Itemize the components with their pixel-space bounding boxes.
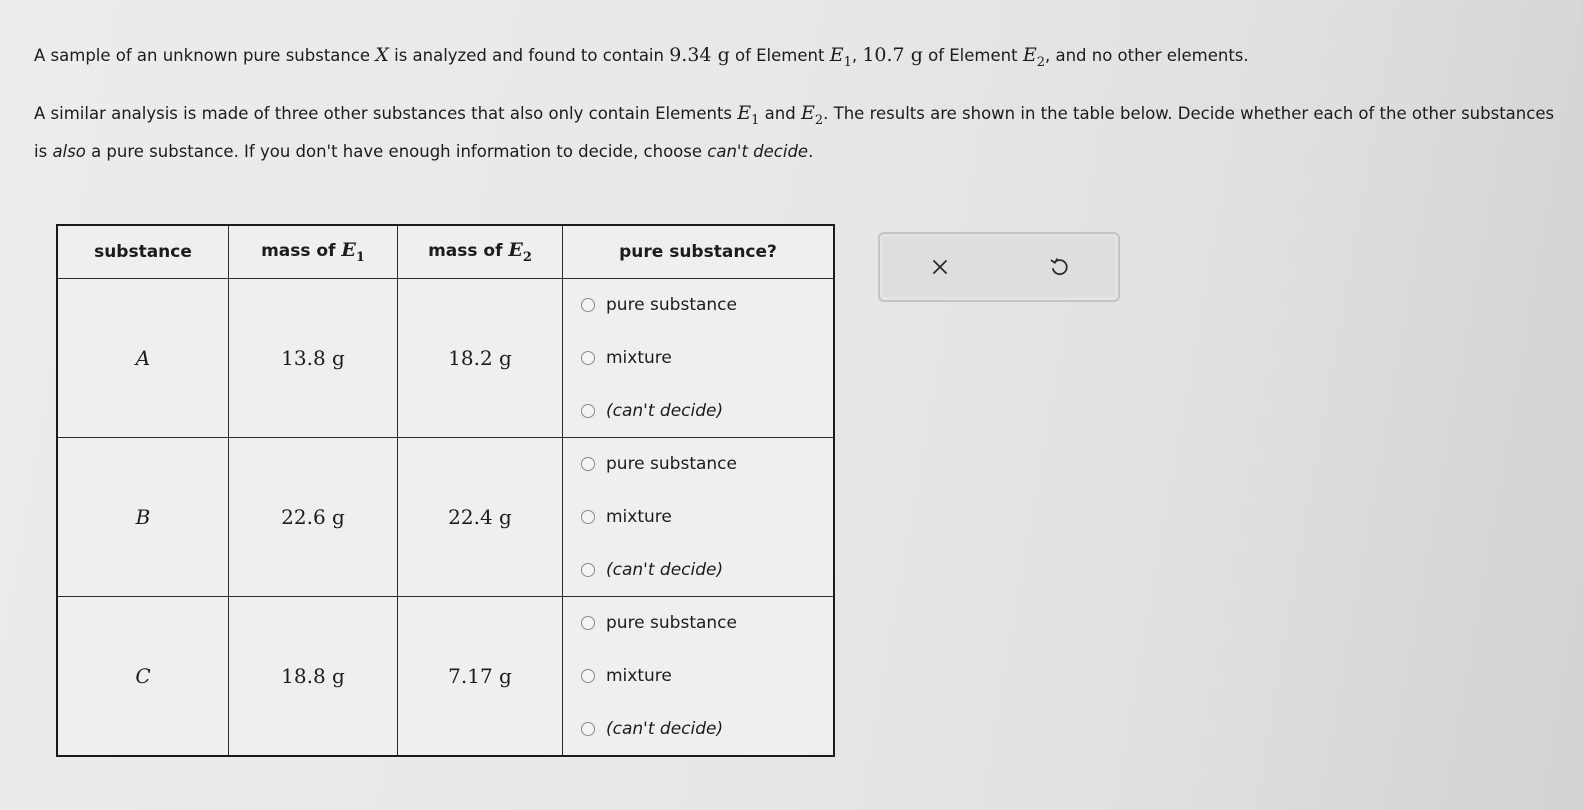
radio-group-b <box>563 438 833 596</box>
header-mass-e2: mass of $E_2$ <box>398 225 563 279</box>
answer-action-panel <box>878 232 1120 302</box>
answer-options-c <box>563 597 835 757</box>
radio-circle-icon[interactable] <box>581 669 595 683</box>
radio-c-pure-substance[interactable] <box>581 613 833 633</box>
mass-e2-value: 18.2 g <box>398 279 563 438</box>
mass-e1-value: 13.8 g <box>229 279 398 438</box>
text-fragment: A sample of an unknown pure substance <box>34 46 376 65</box>
answer-options-a <box>563 279 835 438</box>
substance-name: B <box>57 438 229 597</box>
radio-a-cant-decide[interactable] <box>581 401 833 421</box>
radio-b-mixture[interactable] <box>581 507 833 527</box>
text-fragment: A similar analysis is made of three other substances that also only contain Elements <box>34 103 738 123</box>
mass-e1-value: 18.8 g <box>229 597 398 757</box>
text-fragment: a pure substance. If you don't have enough information to decide, choose <box>85 141 708 161</box>
math-element-e1: $E_1$ <box>737 101 760 128</box>
table-row-b <box>57 438 834 597</box>
substance-name: C <box>57 597 229 757</box>
radio-c-cant-decide[interactable] <box>581 719 833 739</box>
radio-label: mixture <box>606 665 672 686</box>
radio-c-mixture[interactable] <box>581 666 833 686</box>
math-mass-2: 10.7 g <box>862 44 923 66</box>
mass-e2-value: 22.4 g <box>398 438 563 597</box>
math-element-e1: $E_1$ <box>829 44 852 70</box>
radio-label: pure substance <box>606 613 737 634</box>
radio-label: (can't decide) <box>606 400 724 421</box>
text-fragment: of Element <box>922 46 1023 65</box>
radio-circle-icon[interactable] <box>581 563 595 577</box>
table-header-row <box>57 225 834 279</box>
radio-circle-icon[interactable] <box>581 616 595 630</box>
header-pure-substance: pure substance? <box>563 225 835 279</box>
text-fragment: , <box>851 46 863 65</box>
text-fragment: and <box>759 103 801 123</box>
radio-b-cant-decide[interactable] <box>581 560 833 580</box>
close-icon[interactable] <box>930 257 950 277</box>
mass-e2-value: 7.17 g <box>398 597 563 757</box>
radio-b-pure-substance[interactable] <box>581 454 833 474</box>
text-fragment: is analyzed and found to contain <box>388 46 670 65</box>
header-mass-e1: mass of $E_1$ <box>229 225 398 279</box>
radio-label: pure substance <box>606 454 737 475</box>
radio-label: mixture <box>606 347 672 368</box>
radio-circle-icon[interactable] <box>581 351 595 365</box>
radio-circle-icon[interactable] <box>581 510 595 524</box>
radio-circle-icon[interactable] <box>581 722 595 736</box>
emphasis-cant-decide: can't decide <box>707 141 809 161</box>
table-row-a <box>57 279 834 438</box>
radio-label: (can't decide) <box>606 718 724 739</box>
text-fragment: . <box>808 141 814 161</box>
undo-icon[interactable] <box>1048 256 1070 278</box>
math-element-e2: $E_2$ <box>800 101 824 128</box>
text-fragment: , and no other elements. <box>1044 46 1249 65</box>
radio-circle-icon[interactable] <box>581 457 595 471</box>
radio-group-c <box>563 597 833 755</box>
text-fragment: . The results are shown in the table below. Decide whether each of the other substances is <box>34 103 1555 161</box>
math-mass-1: 9.34 g <box>669 44 730 66</box>
emphasis-also: also <box>52 141 86 161</box>
math-var-x: X <box>375 44 389 66</box>
radio-label: mixture <box>606 506 672 527</box>
question-paragraph-2 <box>34 98 1564 167</box>
substances-table <box>56 224 835 757</box>
radio-label: (can't decide) <box>606 559 724 580</box>
clear-button[interactable] <box>920 247 960 287</box>
radio-a-pure-substance[interactable] <box>581 295 833 315</box>
math-element-e2: $E_2$ <box>1022 44 1045 70</box>
text-fragment: of Element <box>729 46 830 65</box>
question-paragraph-1 <box>34 40 1564 78</box>
mass-e1-value: 22.6 g <box>229 438 398 597</box>
radio-circle-icon[interactable] <box>581 298 595 312</box>
table-row-c <box>57 597 834 757</box>
radio-group-a <box>563 279 833 437</box>
radio-label: pure substance <box>606 295 737 316</box>
question-prompt <box>34 40 1564 187</box>
undo-button[interactable] <box>1039 247 1079 287</box>
substance-name: A <box>57 279 229 438</box>
header-substance: substance <box>57 225 229 279</box>
answer-options-b <box>563 438 835 597</box>
radio-circle-icon[interactable] <box>581 404 595 418</box>
radio-a-mixture[interactable] <box>581 348 833 368</box>
